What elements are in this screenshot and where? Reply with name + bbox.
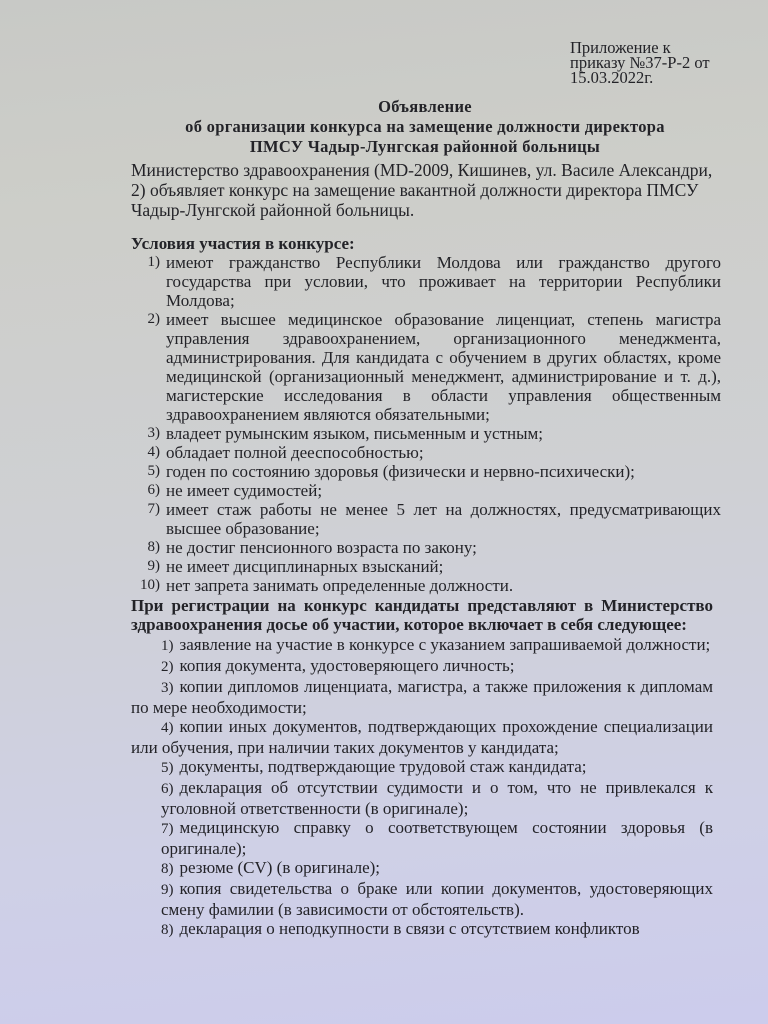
item-text: декларация об отсутствии судимости и о том, что не привлекался к уголовной ответственности (в оригинале); [161,778,713,818]
list-item [131,576,721,595]
list-item [131,677,713,717]
item-number: 2) [147,311,160,327]
list-item [131,538,721,557]
list-item [131,310,721,424]
item-text: документы, подтверждающие трудовой стаж кандидата; [179,757,587,776]
registration-list [131,635,713,940]
item-number: 8) [161,861,174,877]
item-number: 8) [147,539,160,555]
item-text: не имеет судимостей; [166,481,323,500]
list-item [131,919,713,940]
item-text: не имеет дисциплинарных взысканий; [166,557,444,576]
list-item [131,481,721,500]
appendix-note: Приложение к приказу №37-Р-2 от 15.03.2022г. [570,38,710,87]
item-text: имеет стаж работы не менее 5 лет на должностях, предусматривающих высшее образование; [166,500,721,538]
item-number: 1) [147,254,160,270]
item-text: владеет румынским языком, письменным и устным; [166,424,544,443]
item-number: 6) [147,482,160,498]
conditions-heading: Условия участия в конкурсе: [131,234,355,253]
list-item [131,717,713,757]
list-item [131,656,713,677]
list-item [131,424,721,443]
item-number: 2) [161,659,174,675]
list-item [131,443,721,462]
intro-paragraph: Министерство здравоохранения (MD-2009, Кишинев, ул. Василе Александри, 2) объявляет конкурс на замещение вакантной должности директора ПМСУ Чадыр-Лунгской районной больницы. [131,160,713,220]
item-number: 8) [161,922,174,938]
registration-heading: При регистрации на конкурс кандидаты представляют в Министерство здравоохранения досье об участии, которое включает в себя следующее: [131,596,713,634]
document-subtitle: об организации конкурса на замещение должности директора [185,117,665,136]
item-number: 3) [161,680,174,696]
item-text: не достиг пенсионного возраста по закону; [166,538,477,557]
item-text: копии иных документов, подтверждающих прохождение специализации или обучения, при наличии таких документов у кандидата; [131,717,713,757]
list-item [131,462,721,481]
document-subtitle-hospital: ПМСУ Чадыр-Лунгская районной больницы [249,137,601,156]
item-text: годен по состоянию здоровья (физически и нервно-психически); [166,462,635,481]
item-number: 9) [147,558,160,574]
conditions-list [131,253,721,595]
item-text: декларация о неподкупности в связи с отсутствием конфликтов [179,919,640,938]
item-number: 4) [147,444,160,460]
document-body [131,40,721,940]
item-text: медицинскую справку о соответствующем состоянии здоровья (в оригинале); [161,818,713,858]
item-number: 1) [161,638,174,654]
item-number: 5) [161,760,174,776]
list-item [131,635,713,656]
item-text: копии дипломов лиценциата, магистра, а также приложения к дипломам по мере необходимости; [131,677,713,717]
list-item [131,500,721,538]
item-text: заявление на участие в конкурсе с указанием запрашиваемой должности; [179,635,711,654]
list-item [131,757,713,778]
item-text: имеет высшее медицинское образование лиценциат, степень магистра управления здравоохранением, организационного менеджмента, администрирования. Для кандидата с обучением в других областях, кроме медицинской (организационный менеджмент, администрирование и т. д.), магистерские исследования в области управления общественным здравоохранением являются обязательными; [166,310,721,424]
item-number: 6) [161,781,174,797]
item-text: копия документа, удостоверяющего личность; [179,656,515,675]
item-number: 9) [161,882,174,898]
item-number: 7) [147,501,160,517]
list-item [131,879,713,919]
list-item [131,778,713,818]
list-item [131,253,721,310]
item-text: нет запрета занимать определенные должности. [166,576,514,595]
item-number: 4) [161,720,174,736]
item-number: 5) [147,463,160,479]
item-text: копия свидетельства о браке или копии документов, удостоверяющих смену фамилии (в зависимости от обстоятельств). [161,879,713,919]
item-number: 10) [140,577,160,593]
item-text: обладает полной дееспособностью; [166,443,424,462]
list-item [131,818,713,858]
item-text: резюме (CV) (в оригинале); [179,858,380,877]
item-number: 3) [147,425,160,441]
document-title: Объявление [378,97,472,116]
list-item [131,557,721,576]
list-item [131,858,713,879]
item-text: имеют гражданство Республики Молдова или гражданство другого государства при условии, что проживает на территории Республики Молдова; [166,253,721,310]
item-number: 7) [161,821,174,837]
